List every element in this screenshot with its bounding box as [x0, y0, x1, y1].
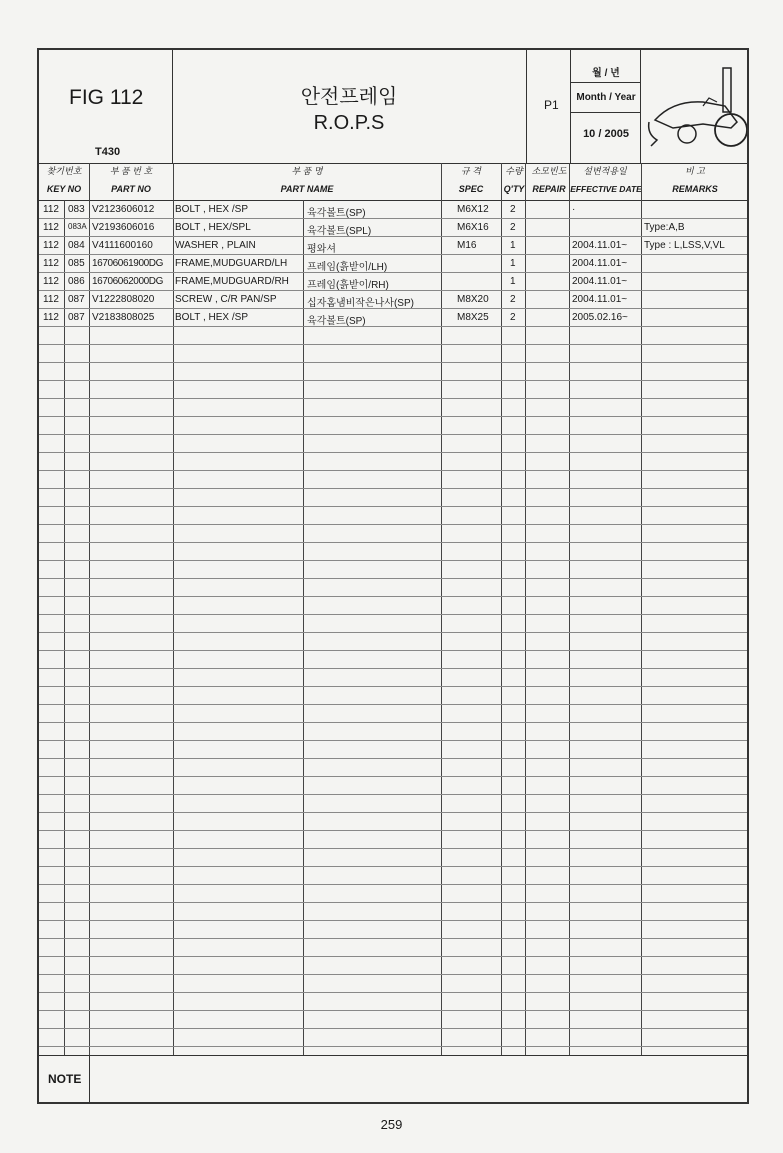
cell-spec: M8X25	[457, 312, 489, 323]
title-english: R.O.P.S	[313, 112, 385, 134]
col-key-en: KEY NO	[46, 184, 82, 194]
cell-qty: 1	[510, 258, 516, 269]
cell-spec: M16	[457, 240, 477, 251]
cell-part: 16706061900DG	[92, 258, 163, 269]
note-label: NOTE	[48, 1072, 82, 1086]
cell-spec: M6X16	[457, 222, 489, 233]
cell-name-ko: 육각볼트(SP)	[307, 208, 366, 219]
cell-key: 085	[68, 258, 85, 269]
title-korean: 안전프레임	[300, 86, 398, 108]
col-name-ko: 부 품 명	[291, 166, 323, 176]
cell-part: 16706062000DG	[92, 276, 163, 287]
cell-eff: 2004.11.01~	[572, 258, 628, 269]
cell-qty: 2	[510, 222, 516, 233]
cell-name-en: BOLT , HEX /SP	[175, 204, 248, 215]
cell-name-ko: 프레임(흙받이/LH)	[307, 262, 388, 273]
cell-eff: ·	[572, 204, 576, 215]
cell-qty: 1	[510, 240, 516, 251]
col-spec-en: SPEC	[458, 184, 484, 194]
cell-eff: 2004.11.01~	[572, 240, 628, 251]
cell-key: 087	[68, 294, 85, 305]
cell-part: V2183808025	[92, 312, 155, 323]
col-qty-en: Q'TY	[503, 184, 525, 194]
col-repair-en: REPAIR	[532, 184, 566, 194]
page-number: 259	[380, 1117, 403, 1132]
cell-key: 087	[68, 312, 85, 323]
parts-list-sheet	[37, 48, 749, 1104]
cell-name-ko: 십자홈냄비작은나사(SP)	[307, 298, 414, 309]
cell-name-en: WASHER , PLAIN	[175, 240, 256, 251]
col-name-en: PART NAME	[280, 184, 334, 194]
cell-qty: 2	[510, 204, 516, 215]
cell-qty: 1	[510, 276, 516, 287]
cell-part: V1222808020	[92, 294, 155, 305]
cell-name-en: BOLT , HEX /SP	[175, 312, 248, 323]
cell-key: 086	[68, 276, 85, 287]
col-repair-ko: 소모빈도	[531, 166, 567, 176]
cell-name-ko: 평와셔	[307, 244, 336, 255]
title-cell	[173, 50, 527, 163]
cell-spec: M8X20	[457, 294, 489, 305]
col-qty-ko: 수량	[505, 166, 523, 176]
cell-name-ko: 프레임(흙받이/RH)	[307, 280, 389, 291]
cell-fig: 112	[43, 240, 59, 251]
cell-name-en: FRAME,MUDGUARD/LH	[175, 258, 288, 269]
cell-qty: 2	[510, 294, 516, 305]
fig-number: FIG 112	[69, 86, 144, 109]
cell-spec: M6X12	[457, 204, 489, 215]
cell-part: V4111600160	[92, 240, 153, 251]
cell-remarks: Type:A,B	[644, 222, 685, 233]
col-key-ko: 찾기번호	[46, 166, 82, 176]
col-spec-ko: 규 격	[461, 166, 481, 176]
cell-fig: 112	[43, 294, 59, 305]
cell-part: V2123606012	[92, 204, 155, 215]
col-eff-ko: 설변적용일	[583, 166, 627, 176]
cell-name-en: FRAME,MUDGUARD/RH	[175, 276, 289, 287]
month-year-value: 10 / 2005	[583, 128, 629, 140]
col-remarks-ko: 비 고	[685, 166, 705, 176]
model-name: T430	[95, 146, 121, 158]
cell-key: 084	[68, 240, 85, 251]
cell-name-en: SCREW , C/R PAN/SP	[175, 294, 277, 305]
cell-eff: 2004.11.01~	[572, 294, 628, 305]
col-eff-en: EFFECTIVE DATE	[570, 184, 642, 194]
month-year-label-ko: 월 / 년	[592, 68, 620, 79]
cell-name-ko: 육각볼트(SPL)	[307, 226, 372, 237]
cell-fig: 112	[43, 258, 59, 269]
cell-fig: 112	[43, 204, 59, 215]
cell-eff: 2005.02.16~	[572, 312, 628, 323]
cell-key: 083A	[68, 222, 87, 231]
cell-name-en: BOLT , HEX/SPL	[175, 222, 251, 233]
cell-eff: 2004.11.01~	[572, 276, 628, 287]
cell-qty: 2	[510, 312, 516, 323]
fig-cell	[39, 50, 173, 163]
cell-fig: 112	[43, 222, 59, 233]
cell-remarks: Type : L,LSS,V,VL	[644, 240, 725, 251]
cell-fig: 112	[43, 312, 59, 323]
col-remarks-en: REMARKS	[672, 184, 718, 194]
cell-name-ko: 육각볼트(SP)	[307, 316, 366, 327]
col-part-ko: 부 품 번 호	[109, 166, 153, 176]
cell-fig: 112	[43, 276, 59, 287]
col-part-en: PART NO	[111, 184, 151, 194]
page-code: P1	[544, 98, 559, 112]
cell-part: V2193606016	[92, 222, 155, 233]
month-year-label-en: Month / Year	[576, 92, 636, 103]
tractor-icon	[643, 62, 747, 156]
cell-key: 083	[68, 204, 85, 215]
